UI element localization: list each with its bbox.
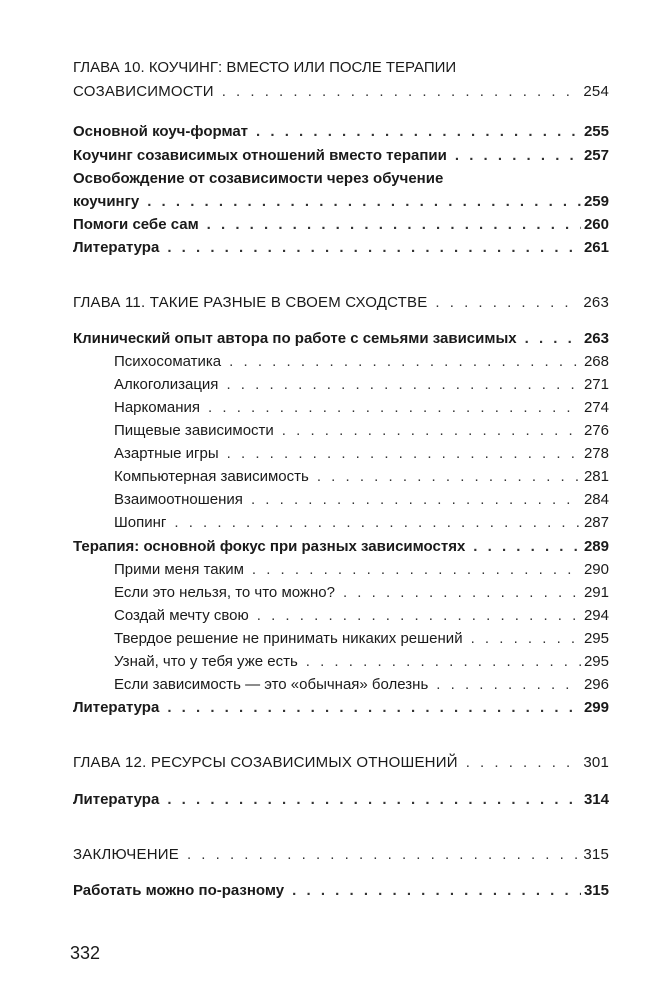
entry-title: Литература — [73, 791, 160, 808]
page-ref: 315 — [583, 846, 609, 863]
leader-dots — [187, 845, 580, 865]
page-ref: 263 — [583, 330, 609, 347]
toc-subentry[interactable] — [114, 675, 609, 695]
entry-title: Взаимоотношения — [114, 491, 243, 508]
page-ref: 257 — [583, 147, 609, 164]
entry-title: Помоги себе сам — [73, 216, 199, 233]
page-ref: 315 — [583, 882, 609, 899]
leader-dots — [226, 375, 581, 395]
entry-title: Если это нельзя, то что можно? — [114, 584, 335, 601]
chapter-10-entry[interactable] — [73, 82, 609, 102]
page-ref: 290 — [583, 561, 609, 578]
page-ref: 271 — [583, 376, 609, 393]
entry-title: Литература — [73, 239, 160, 256]
toc-subentry[interactable] — [114, 513, 609, 533]
entry-title: Коучинг созависимых отношений вместо терапии — [73, 147, 447, 164]
leader-dots — [455, 146, 581, 166]
page-ref: 281 — [583, 468, 609, 485]
entry-title: Клинический опыт автора по работе с семьями зависимых — [73, 330, 517, 347]
page-ref: 287 — [583, 514, 609, 531]
toc-entry[interactable] — [73, 146, 609, 166]
leader-dots — [207, 215, 581, 235]
leader-dots — [222, 82, 581, 102]
page-ref: 268 — [583, 353, 609, 370]
entry-title: Литература — [73, 699, 160, 716]
toc-entry[interactable] — [73, 329, 609, 349]
toc-entry[interactable] — [73, 215, 609, 235]
entry-title: Терапия: основной фокус при разных зависимостях — [73, 538, 466, 555]
page-ref: 274 — [583, 399, 609, 416]
page-ref: 260 — [583, 216, 609, 233]
leader-dots — [343, 583, 581, 603]
toc-subentry[interactable] — [114, 352, 609, 372]
toc-entry[interactable] — [73, 698, 609, 718]
entry-title: Работать можно по-разному — [73, 882, 285, 899]
leader-dots — [525, 329, 581, 349]
toc-subentry[interactable] — [114, 421, 609, 441]
leader-dots — [436, 675, 581, 695]
leader-dots — [229, 352, 581, 372]
entry-title: Прими меня таким — [114, 561, 244, 578]
leader-dots — [251, 490, 581, 510]
entry-title-line2: коучингу — [73, 193, 140, 210]
entry-title: Азартные игры — [114, 445, 219, 462]
page-ref: 296 — [583, 676, 609, 693]
toc-subentry[interactable] — [114, 398, 609, 418]
toc-subentry[interactable] — [114, 375, 609, 395]
toc-subentry[interactable] — [114, 444, 609, 464]
toc-subentry[interactable] — [114, 652, 609, 672]
leader-dots — [306, 652, 581, 672]
page-ref: 291 — [583, 584, 609, 601]
page-ref: 259 — [583, 193, 609, 210]
entry-title: Компьютерная зависимость — [114, 468, 309, 485]
page-ref: 295 — [583, 653, 609, 670]
page-ref: 295 — [583, 630, 609, 647]
leader-dots — [292, 881, 581, 901]
conclusion-title: ЗАКЛЮЧЕНИЕ — [73, 846, 179, 863]
page-ref: 263 — [583, 294, 609, 311]
leader-dots — [473, 537, 581, 557]
page-ref: 294 — [583, 607, 609, 624]
leader-dots — [167, 698, 581, 718]
toc-entry[interactable] — [73, 122, 609, 142]
leader-dots — [317, 467, 581, 487]
entry-title-line1: Освобождение от созависимости через обучение — [73, 170, 444, 187]
entry-title: Твердое решение не принимать никаких решений — [114, 630, 463, 647]
entry-title: Психосоматика — [114, 353, 222, 370]
entry-title: Если зависимость — это «обычная» болезнь — [114, 676, 429, 693]
page-number: 332 — [70, 943, 101, 963]
page-ref: 261 — [583, 239, 609, 256]
toc-subentry[interactable] — [114, 490, 609, 510]
page-ref: 254 — [583, 83, 609, 100]
leader-dots — [471, 629, 581, 649]
entry-title: Создай мечту свою — [114, 607, 249, 624]
page-ref: 299 — [583, 699, 609, 716]
leader-dots — [256, 122, 581, 142]
page-ref: 276 — [583, 422, 609, 439]
entry-title: Шопинг — [114, 514, 167, 531]
leader-dots — [208, 398, 581, 418]
page-ref: 289 — [583, 538, 609, 555]
page-ref: 301 — [583, 754, 609, 771]
page-ref: 284 — [583, 491, 609, 508]
leader-dots — [227, 444, 581, 464]
toc-subentry[interactable] — [114, 606, 609, 626]
chapter-12-entry[interactable] — [73, 753, 609, 773]
toc-entry[interactable] — [73, 537, 609, 557]
chapter-10-title-line1: ГЛАВА 10. КОУЧИНГ: ВМЕСТО ИЛИ ПОСЛЕ ТЕРАПИИ — [73, 59, 457, 76]
entry-title: Наркомания — [114, 399, 201, 416]
chapter-12-title: ГЛАВА 12. РЕСУРСЫ СОЗАВИСИМЫХ ОТНОШЕНИЙ — [73, 754, 458, 771]
chapter-11-entry[interactable] — [73, 293, 609, 313]
entry-title: Основной коуч-формат — [73, 123, 249, 140]
page-ref: 314 — [583, 791, 609, 808]
toc-subentry[interactable] — [114, 583, 609, 603]
leader-dots — [435, 293, 580, 313]
leader-dots — [252, 560, 581, 580]
leader-dots — [174, 513, 581, 533]
toc-entry[interactable] — [73, 881, 609, 901]
toc-subentry[interactable] — [114, 467, 609, 487]
toc-subentry[interactable] — [114, 560, 609, 580]
leader-dots — [466, 753, 581, 773]
leader-dots — [167, 790, 581, 810]
leader-dots — [282, 421, 581, 441]
entry-title: Пищевые зависимости — [114, 422, 274, 439]
leader-dots — [257, 606, 581, 626]
toc-entry[interactable] — [73, 790, 609, 810]
conclusion-entry[interactable] — [73, 845, 609, 865]
leader-dots — [147, 192, 581, 212]
entry-title: Алкоголизация — [114, 376, 219, 393]
toc-entry[interactable] — [73, 192, 609, 212]
toc-entry[interactable] — [73, 238, 609, 258]
chapter-11-title: ГЛАВА 11. ТАКИЕ РАЗНЫЕ В СВОЕМ СХОДСТВЕ — [73, 294, 428, 311]
chapter-10-title-line2: СОЗАВИСИМОСТИ — [73, 83, 214, 100]
toc-subentry[interactable] — [114, 629, 609, 649]
page-ref: 255 — [583, 123, 609, 140]
page-ref: 278 — [583, 445, 609, 462]
entry-title: Узнай, что у тебя уже есть — [114, 653, 298, 670]
leader-dots — [167, 238, 581, 258]
